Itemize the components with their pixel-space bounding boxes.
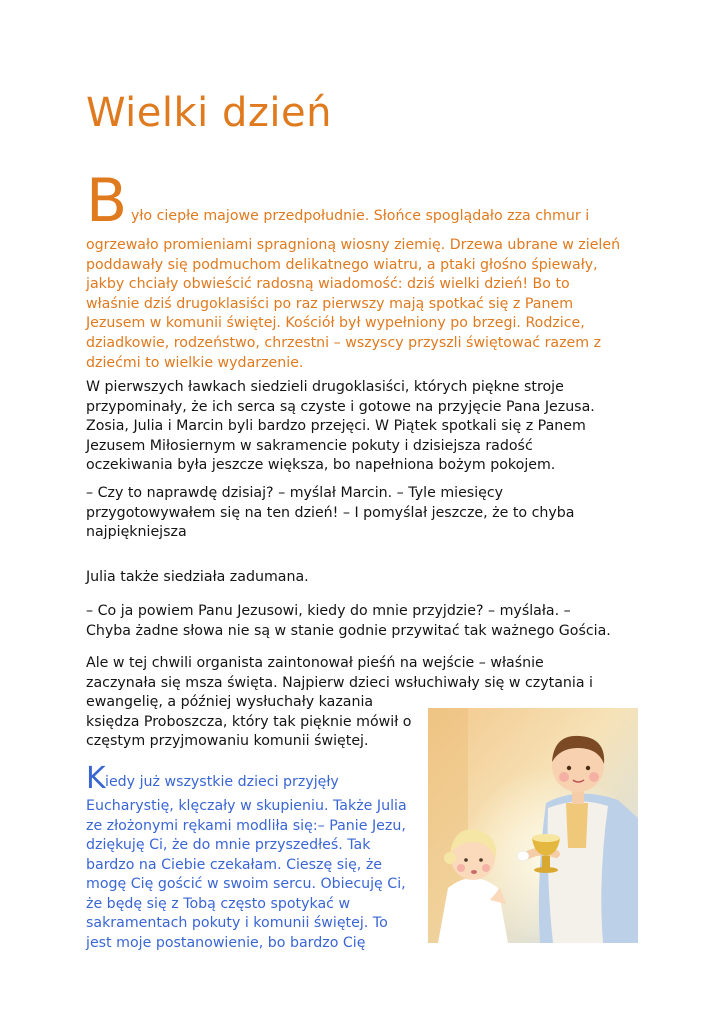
intro-body	[86, 236, 646, 373]
paragraph-line: Chyba żadne słowa nie są w stanie godnie przywitać tak ważnego Gościa.	[86, 622, 611, 639]
intro-first-line	[86, 168, 646, 234]
paragraph-line: oczekiwania była jeszcze większa, bo napełniona bożym pokojem.	[86, 457, 556, 474]
paragraph-first-pews	[86, 378, 646, 476]
drop-cap-k: K	[86, 761, 106, 796]
intro-paragraph	[86, 168, 646, 373]
paragraph-line: – Czy to naprawdę dzisiaj? – myślał Marcin. – Tyle miesięcy	[86, 485, 504, 501]
paragraph-line: częstym przyjmowaniu komunii świętej.	[86, 733, 369, 750]
paragraph-line: Jezusem Miłosiernym w sakramencie pokuty i dzisiejsza radość	[86, 437, 533, 454]
blue-line: mogę Cię gościć w swoim sercu. Obiecuję Ci,	[86, 876, 406, 892]
intro-line-first: yło ciepłe majowe przedpołudnie. Słońce spoglądało zza chmur i	[131, 208, 590, 224]
paragraph-line: Zosia, Julia i Marcin byli bardzo przejęci. W Piątek spotkali się z Panem	[86, 418, 586, 435]
blue-line: dziękuję Ci, że do mnie przyszedłeś. Tak	[86, 837, 371, 853]
blue-body	[86, 797, 426, 953]
blue-first-line	[86, 762, 426, 796]
drop-cap-b: B	[86, 166, 128, 236]
paragraph-line: Julia także siedziała zadumana.	[86, 569, 309, 585]
blue-line: jest moje postanowienie, bo bardzo Cię	[86, 934, 366, 951]
paragraph-marcin	[86, 484, 646, 543]
blue-line: że będę się z Tobą często spotykać w	[86, 895, 351, 912]
blue-line: Eucharystię, klęczały w skupieniu. Także Julia	[86, 798, 407, 814]
blue-line-first: iedy już wszystkie dzieci przyjęły	[105, 774, 339, 790]
page-title: Wielki dzień	[86, 90, 332, 136]
paragraph-line: księdza Proboszcza, który tak pięknie mówił o	[86, 713, 412, 730]
paragraph-line: ewangelię, a później wysłuchały kazania	[86, 694, 374, 711]
intro-line: dziećmi to wielkie wydarzenie.	[86, 354, 304, 371]
priest-giving-communion-to-child-illustration	[428, 708, 638, 943]
paragraph-julia	[86, 568, 646, 588]
paragraph-line: przypominały, że ich serca są czyste i gotowe na przyjęcie Pana Jezusa.	[86, 398, 595, 415]
paragraph-line: W pierwszych ławkach siedzieli drugoklasiści, których piękne stroje	[86, 379, 564, 395]
paragraph-line: zaczynała się msza święta. Najpierw dzieci wsłuchiwały się w czytania i	[86, 674, 593, 691]
blue-paragraph	[86, 762, 426, 953]
paragraph-line: – Co ja powiem Panu Jezusowi, kiedy do mnie przyjdzie? – myślała. –	[86, 603, 571, 619]
paragraph-julia-thoughts	[86, 602, 646, 641]
paragraph-line: najpiękniejsza	[86, 524, 187, 541]
blue-line: bardzo na Ciebie czekałam. Cieszę się, że	[86, 856, 382, 873]
paragraph-line: przygotowywałem się na ten dzień! – I pomyślał jeszcze, że to chyba	[86, 504, 575, 521]
intro-line: dziadkowie, rodzeństwo, chrzestni – wszyscy przyszli świętować razem z	[86, 334, 602, 351]
intro-line: właśnie dziś drugoklasiści po raz pierwszy mają spotkać się z Panem	[86, 295, 574, 312]
intro-line: ogrzewało promieniami spragnioną wiosny ziemię. Drzewa ubrane w zieleń	[86, 237, 621, 253]
intro-line: poddawały się podmuchom delikatnego wiatru, a ptaki głośno śpiewały,	[86, 256, 598, 273]
blue-line: sakramentach pokuty i komunii świętej. To	[86, 915, 388, 931]
intro-line: jakby chciały obwieścić radosną wiadomość: dziś wielki dzień! Bo to	[86, 276, 570, 293]
paragraph-line: Ale w tej chwili organista zaintonował pieśń na wejście – właśnie	[86, 655, 544, 671]
intro-line: Jezusem w komunii świętej. Kościół był wypełniony po brzegi. Rodzice,	[86, 315, 585, 332]
blue-line: ze złożonymi rękami modliła się:– Panie Jezu,	[86, 817, 406, 834]
